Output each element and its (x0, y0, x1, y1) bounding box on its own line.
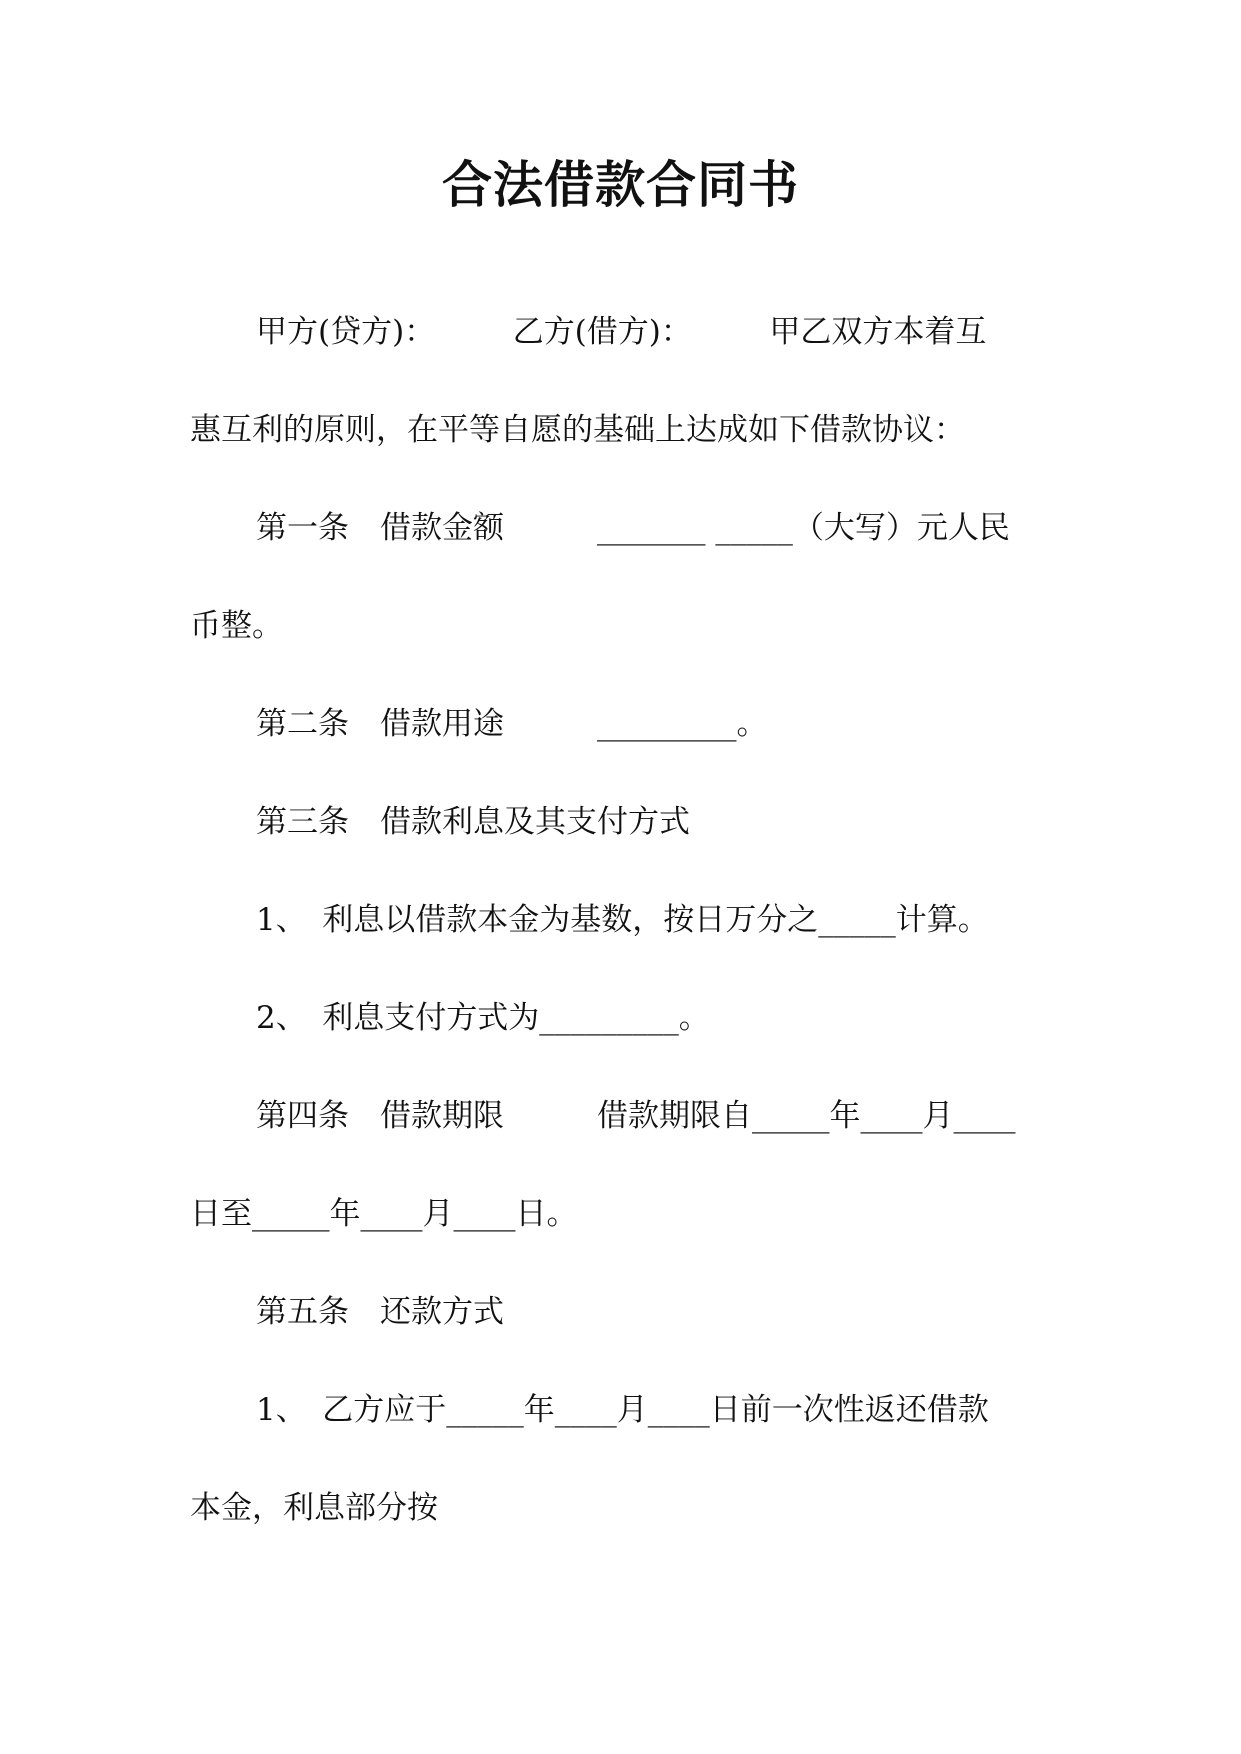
article-2-purpose: 第二条 借款用途 _________。 (256, 706, 768, 742)
article-5-heading: 第五条 还款方式 (256, 1294, 504, 1330)
article-3-item-1: 1、 利息以借款本金为基数，按日万分之_____计算。 (256, 902, 989, 938)
article-5-item-1: 1、 乙方应于_____年____月____日前一次性返还借款 (256, 1392, 989, 1428)
document-title: 合法借款合同书 (442, 155, 799, 214)
parties-line: 甲方(贷方)： 乙方(借方)： 甲乙双方本着互 (256, 314, 987, 350)
article-1-amount-cont: 币整。 (190, 608, 283, 644)
article-3-heading: 第三条 借款利息及其支付方式 (256, 804, 690, 840)
article-1-amount: 第一条 借款金额 _______ _____（大写）元人民 (256, 510, 1010, 546)
article-4-term: 第四条 借款期限 借款期限自_____年____月____ (256, 1098, 1016, 1134)
article-4-term-cont: 日至_____年____月____日。 (190, 1196, 578, 1232)
agreement-intro-line: 惠互利的原则，在平等自愿的基础上达成如下借款协议： (190, 412, 965, 448)
article-5-item-1-cont: 本金，利息部分按 (190, 1490, 438, 1526)
article-3-item-2: 2、 利息支付方式为_________。 (256, 1000, 710, 1036)
